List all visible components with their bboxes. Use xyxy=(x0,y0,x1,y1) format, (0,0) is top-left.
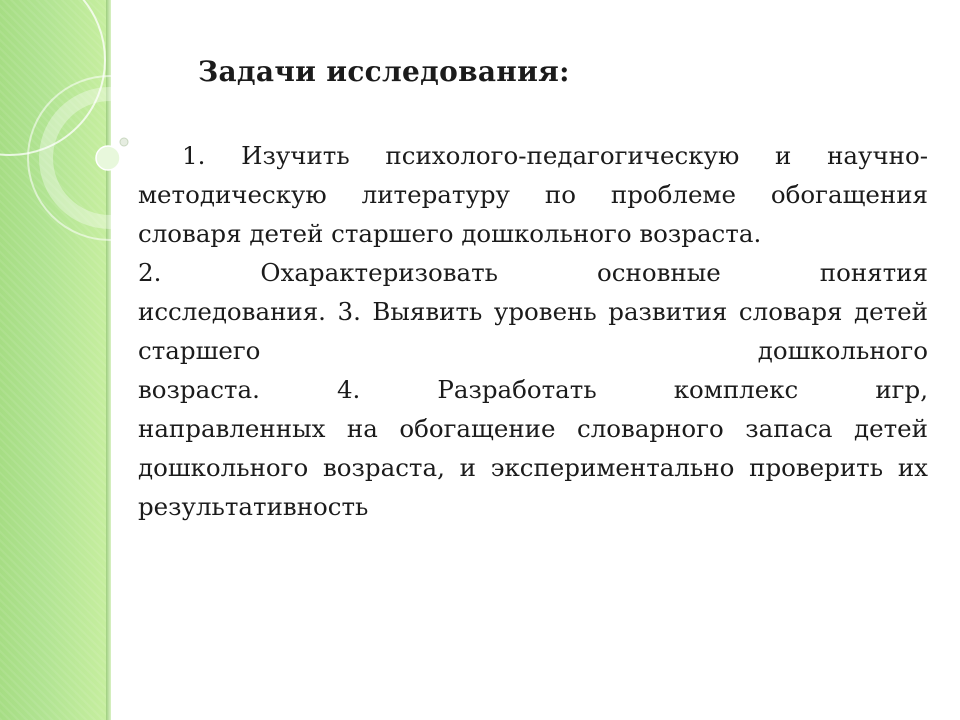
green-side-band xyxy=(0,0,106,720)
task-3-line-1: исследования. 3. Выявить уровень развития словаря детей старшего дошкольного xyxy=(138,297,928,365)
small-dot xyxy=(120,138,128,146)
tasks-text xyxy=(138,136,928,526)
task-4-rest: направленных на обогащение словарного запаса детей дошкольного возраста, и экспериментально проверить их результативность xyxy=(138,414,928,521)
band-edge xyxy=(106,0,111,720)
slide-title: Задачи исследования: xyxy=(198,55,570,88)
task-2-line: 2. Охарактеризовать основные понятия xyxy=(138,258,928,287)
task-3-line-2: возраста. 4. Разработать комплекс игр, xyxy=(138,375,928,404)
task-1: 1. Изучить психолого-педагогическую и научно-методическую литературу по проблеме обогащения словаря детей старшего дошкольного возраста. xyxy=(138,141,928,248)
